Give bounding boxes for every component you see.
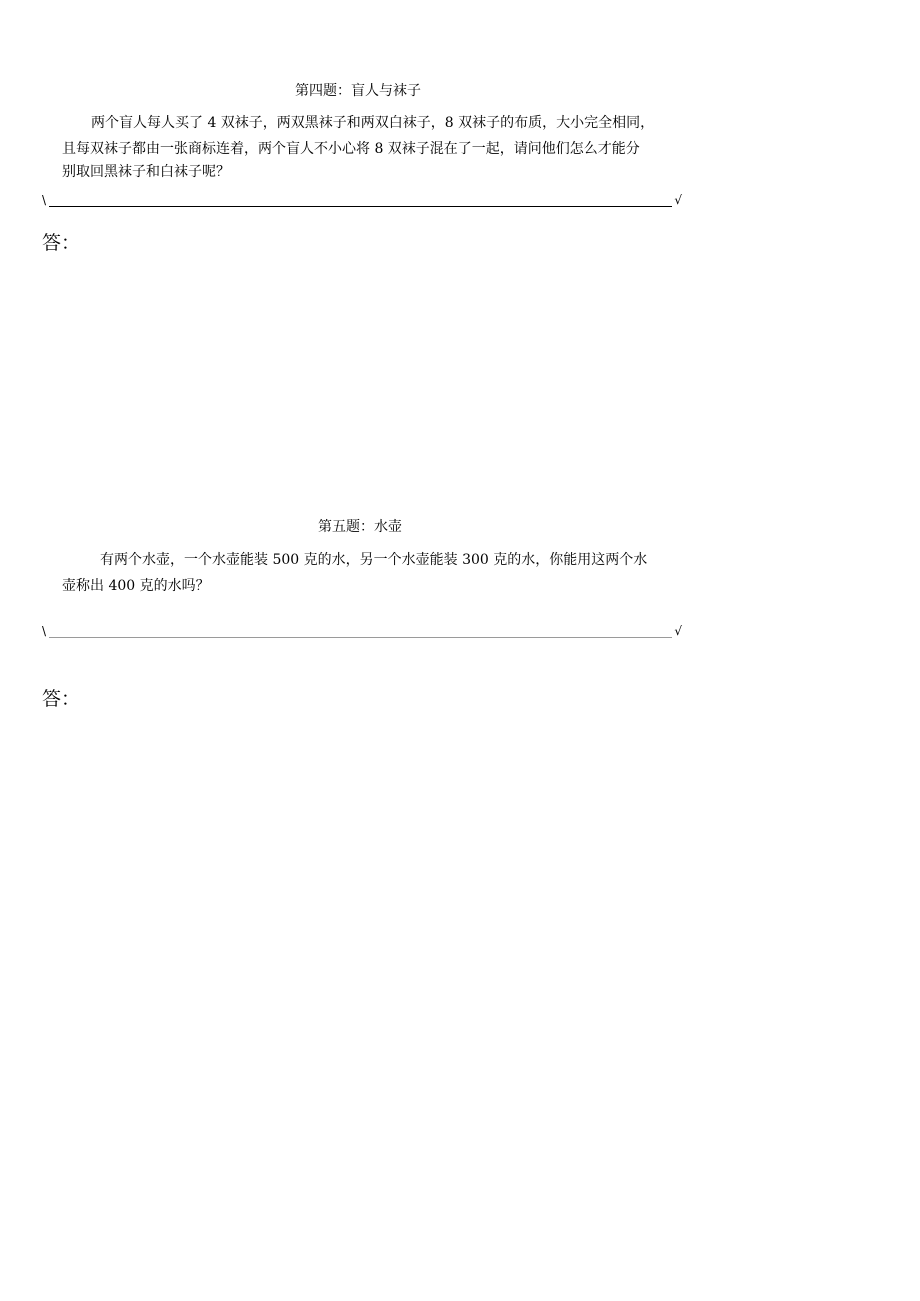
- divider-rule: [49, 637, 672, 638]
- question-4-line-1: 两个盲人每人买了 4 双袜子，两双黑袜子和两双白袜子，8 双袜子的布质，大小完全相同，: [91, 115, 655, 131]
- question-5-answer-label: 答：: [42, 688, 81, 710]
- divider-left-mark: \: [42, 193, 47, 207]
- question-4-line-3: 别取回黑袜子和白袜子呢？: [62, 164, 230, 180]
- divider-left-mark: \: [42, 624, 47, 638]
- question-5-line-1: 有两个水壶，一个水壶能装 500 克的水，另一个水壶能装 300 克的水，你能用这两个水: [100, 552, 648, 568]
- question-4-divider: [42, 195, 682, 211]
- question-5-divider: [42, 626, 682, 642]
- question-4-line-2: 且每双袜子都由一张商标连着，两个盲人不小心将 8 双袜子混在了一起，请问他们怎么才能分: [62, 141, 640, 157]
- check-mark-icon: √: [674, 624, 682, 638]
- question-4-answer-label: 答：: [42, 232, 81, 254]
- divider-rule: [49, 206, 672, 207]
- question-4-title: 第四题：盲人与袜子: [295, 83, 421, 99]
- question-5-line-2: 壶称出 400 克的水吗？: [62, 578, 210, 594]
- question-5-title: 第五题：水壶: [318, 519, 402, 535]
- check-mark-icon: √: [674, 193, 682, 207]
